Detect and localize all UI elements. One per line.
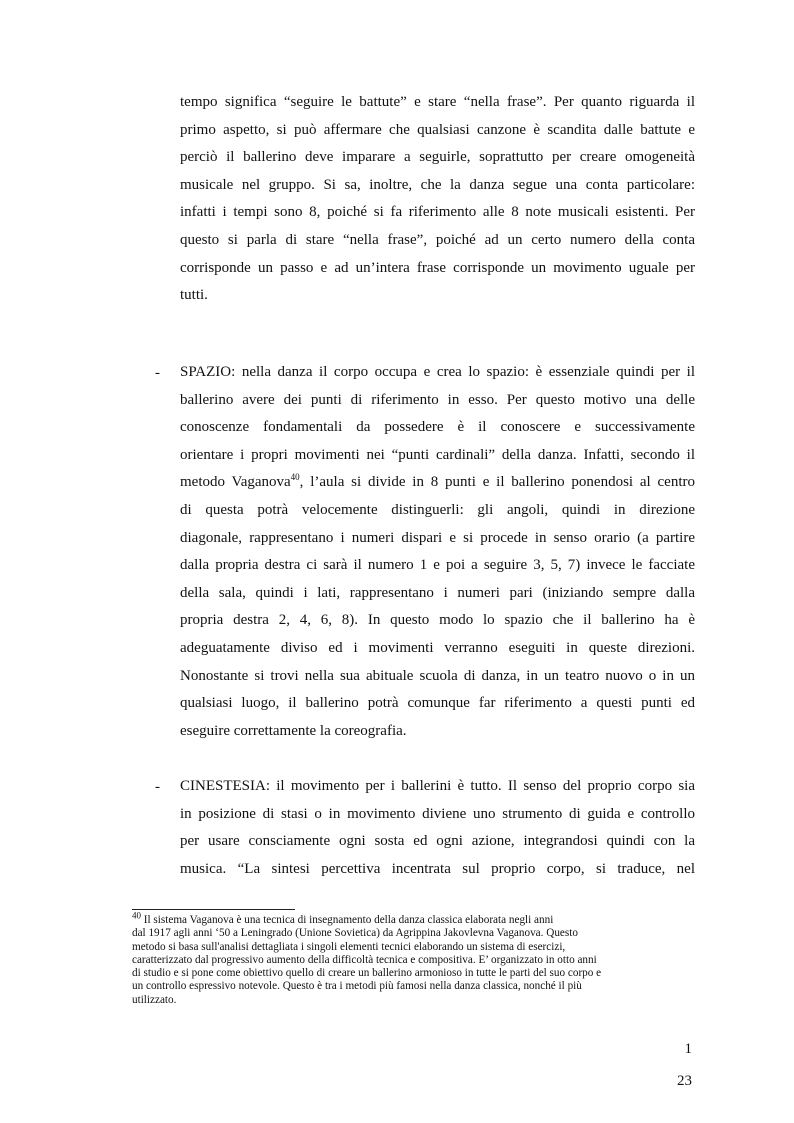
page-number: 1 — [684, 1041, 692, 1057]
text-line: adeguatamente diviso ed i movimenti verranno eseguiti in queste direzioni. — [180, 639, 695, 656]
text-line: orientare i propri movimenti nei “punti cardinali” della danza. Infatti, secondo il — [180, 446, 695, 463]
text-line: conoscenze fondamentali da possedere è il conoscere e successivamente — [180, 419, 695, 436]
footnote-line: un controllo espressivo notevole. Questo è tra i metodi più famosi nella danza classica, nonché il più — [132, 980, 582, 993]
text-line: Nonostante si trovi nella sua abituale scuola di danza, in un teatro nuovo o in un — [180, 667, 695, 684]
footnote-line: caratterizzato dal progressivo aumento della difficoltà tecnica e compositiva. E’ organizzato in otto anni — [132, 953, 597, 966]
text-line: eseguire correttamente la coreografia. — [180, 722, 407, 739]
text-fragment: , l’aula si divide in 8 punti e il ballerino ponendosi al centro — [299, 474, 695, 491]
text-line: dalla propria destra ci sarà il numero 1 e poi a seguire 3, 5, 7) invece le facciate — [180, 557, 695, 574]
text-line: SPAZIO: nella danza il corpo occupa e crea lo spazio: è essenziale quindi per il — [180, 364, 695, 380]
text-line: di questa potrà velocemente distinguerli: gli angoli, quindi in direzione — [180, 501, 695, 518]
text-line: diagonale, rappresentano i numeri dispari e si procede in senso orario (a partire — [180, 529, 695, 546]
text-line: della sala, quindi i lati, rappresentano i numeri pari (iniziando sempre dalla — [180, 584, 695, 601]
text-line: propria destra 2, 4, 6, 8). In questo modo lo spazio che il ballerino ha è — [180, 612, 695, 629]
footnote-line: utilizzato. — [132, 993, 177, 1006]
text-line: per usare consciamente ogni sosta ed ogni azione, integrandosi quindi con la — [180, 833, 695, 850]
paragraph-spazio — [180, 359, 695, 745]
text-line: musicale nel gruppo. Si sa, inoltre, che la danza segue una conta particolare: — [180, 176, 695, 193]
text-line: tempo significa “seguire le battute” e stare “nella frase”. Per quanto riguarda il — [180, 94, 695, 110]
bullet-dash: - — [155, 365, 160, 381]
paragraph-tempo — [180, 89, 695, 310]
text-line: infatti i tempi sono 8, poiché si fa riferimento alle 8 note musicali esistenti. Per — [180, 204, 695, 221]
footnote-line: dal 1917 agli anni ‘50 a Leningrado (Unione Sovietica) da Agrippina Jakovlevna Vaganova. Questo — [132, 927, 578, 940]
footnote-separator — [132, 909, 295, 910]
bullet-dash: - — [155, 779, 160, 795]
text-line: qualsiasi luogo, il ballerino potrà comunque far riferimento a questi punti ed — [180, 695, 695, 712]
text-line: corrisponde un passo e ad un’intera frase corrisponde un movimento uguale per — [180, 259, 695, 276]
text-line: questo si parla di stare “nella frase”, poiché ad un certo numero della conta — [180, 231, 695, 248]
footnote-line — [132, 910, 692, 927]
text-line: perciò il ballerino deve imparare a seguirle, soprattutto per creare omogeneità — [180, 149, 695, 166]
text-fragment: metodo Vaganova — [180, 474, 291, 491]
text-fragment: Il sistema Vaganova è una tecnica di insegnamento della danza classica elaborata negli anni — [143, 914, 554, 926]
text-line: tutti. — [180, 287, 208, 304]
footnote-line: di studio e si pone come obiettivo quello di creare un ballerino armonioso in tutte le parti del suo corpo e — [132, 967, 602, 980]
text-line-with-footnote-ref — [180, 469, 695, 497]
paragraph-cinestesia — [180, 773, 695, 883]
footnote — [132, 910, 692, 1007]
footnote-line: metodo si basa sull'analisi dettagliata i singoli elementi tecnici elaborando un sistema di esercizi, — [132, 940, 566, 953]
text-line: ballerino avere dei punti di riferimento in esso. Per questo motivo una delle — [180, 391, 695, 408]
footnote-mark: 40 — [132, 910, 141, 921]
text-line: musica. “La sintesi percettiva incentrata sul proprio corpo, si traduce, nel — [180, 860, 695, 877]
footnote-reference[interactable]: 40 — [290, 472, 300, 483]
text-line: primo aspetto, si può affermare che qualsiasi canzone è scandita dalle battute e — [180, 121, 695, 138]
page-number: 23 — [677, 1073, 692, 1089]
text-line: in posizione di stasi o in movimento diviene uno strumento di guida e controllo — [180, 805, 695, 822]
text-line: CINESTESIA: il movimento per i ballerini è tutto. Il senso del proprio corpo sia — [180, 778, 695, 794]
